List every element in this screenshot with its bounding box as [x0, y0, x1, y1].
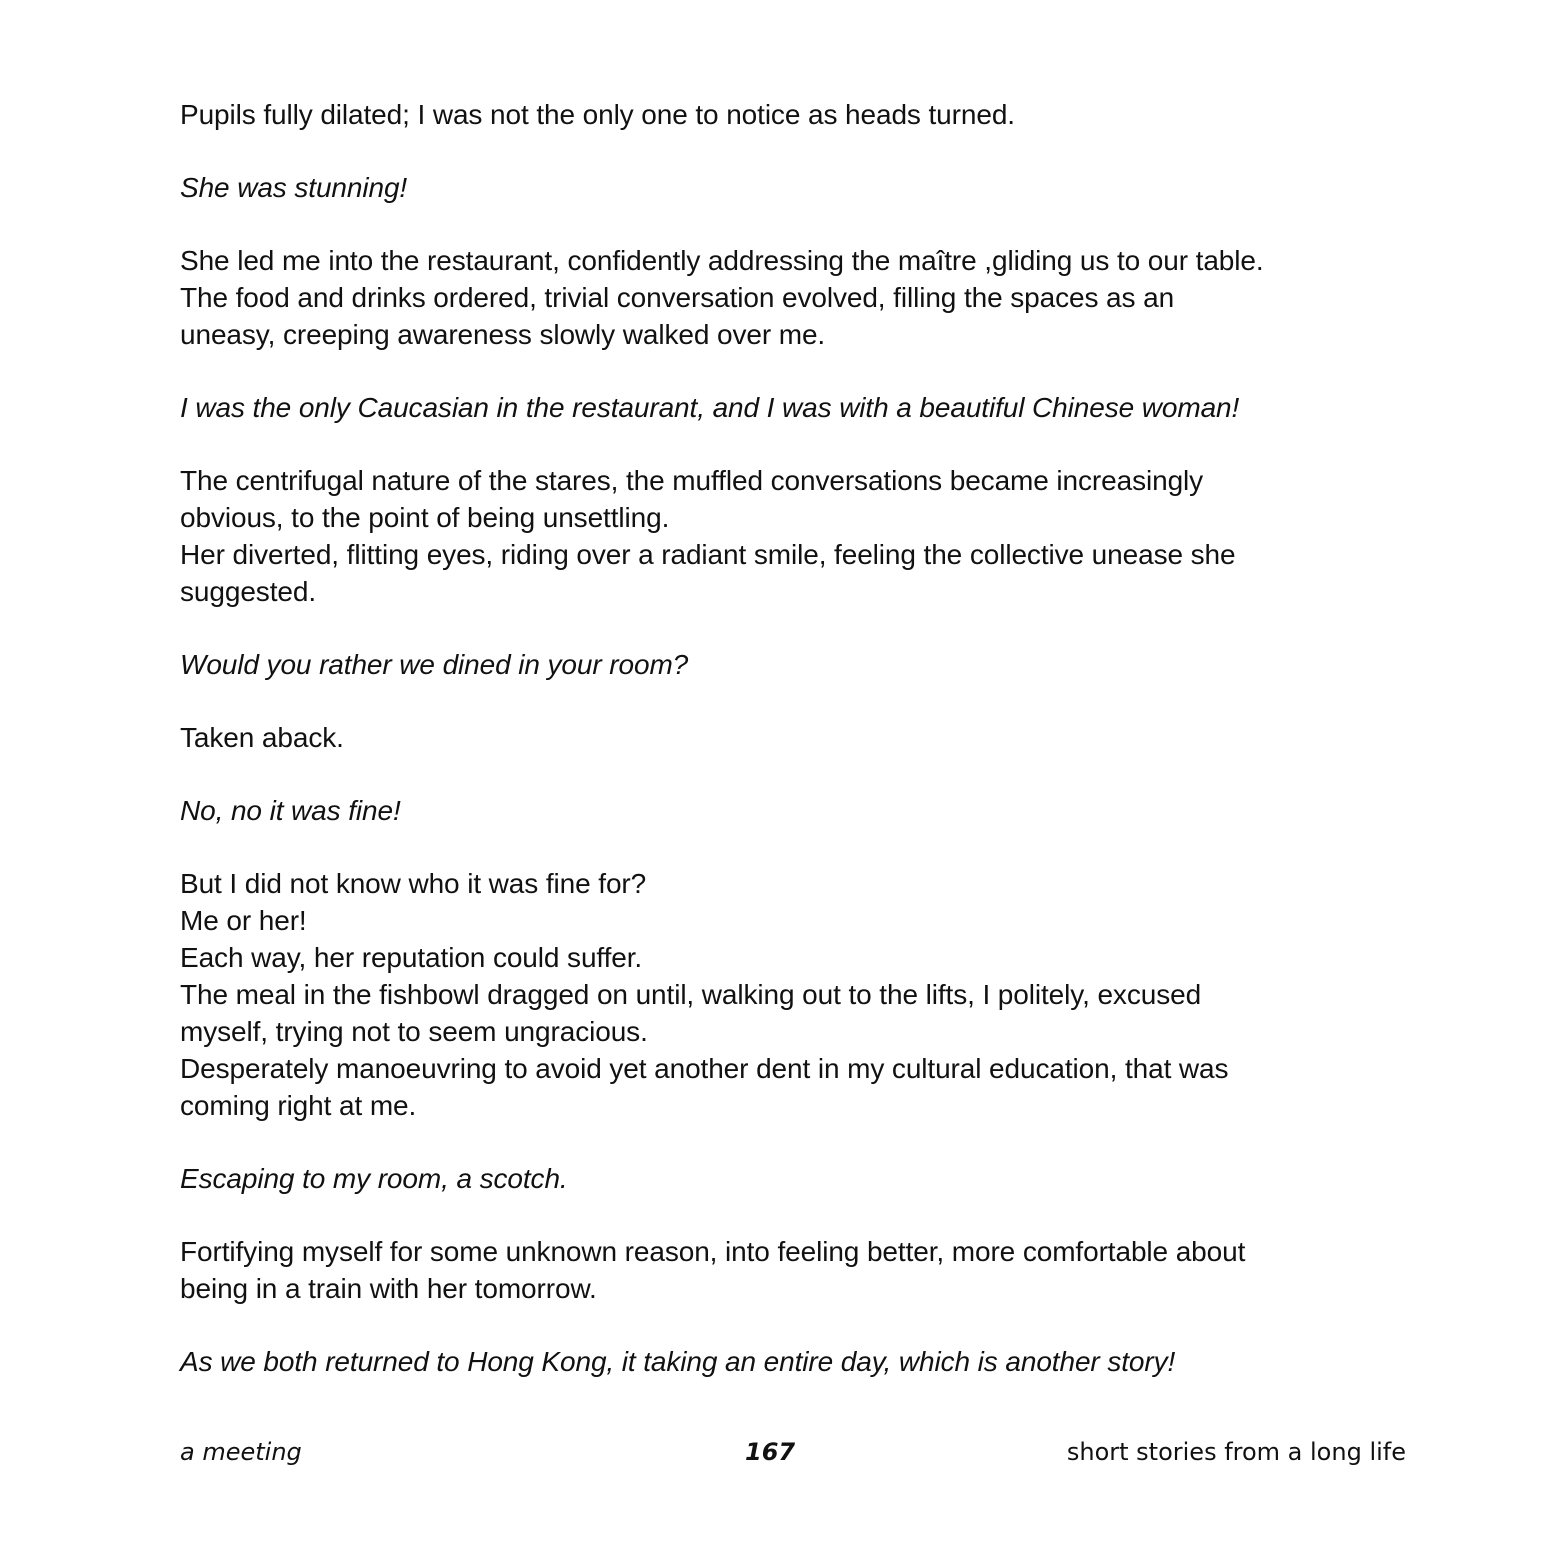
text-line: coming right at me. [180, 1090, 417, 1121]
italic-paragraph [180, 169, 1420, 206]
text-line: The centrifugal nature of the stares, the muffled conversations became increasingly [180, 465, 1204, 496]
text-line: As we both returned to Hong Kong, it taking an entire day, which is another story! [180, 1346, 1176, 1377]
text-line: uneasy, creeping awareness slowly walked over me. [180, 319, 826, 350]
footer-book-title: short stories from a long life [1066, 1438, 1406, 1466]
text-line: She led me into the restaurant, confidently addressing the maître ,gliding us to our table. [180, 245, 1264, 276]
footer-page-number: 167 [745, 1438, 796, 1466]
paragraph [180, 462, 1420, 610]
text-line: Pupils fully dilated; I was not the only one to notice as heads turned. [180, 99, 1015, 130]
text-line: I was the only Caucasian in the restaurant, and I was with a beautiful Chinese woman! [180, 392, 1240, 423]
text-line: But I did not know who it was fine for? [180, 868, 647, 899]
text-line: The meal in the fishbowl dragged on until, walking out to the lifts, I politely, excused [180, 979, 1202, 1010]
text-line: being in a train with her tomorrow. [180, 1273, 597, 1304]
paragraph [180, 96, 1420, 133]
italic-paragraph [180, 792, 1420, 829]
text-line: Desperately manoeuvring to avoid yet another dent in my cultural education, that was [180, 1053, 1229, 1084]
text-line: No, no it was fine! [180, 795, 401, 826]
text-line: Would you rather we dined in your room? [180, 649, 689, 680]
italic-paragraph [180, 1160, 1420, 1197]
paragraph [180, 1233, 1420, 1307]
text-line: She was stunning! [180, 172, 408, 203]
italic-paragraph [180, 389, 1420, 426]
text-line: myself, trying not to seem ungracious. [180, 1016, 648, 1047]
text-line: suggested. [180, 576, 316, 607]
text-line: Each way, her reputation could suffer. [180, 942, 643, 973]
paragraph [180, 719, 1420, 756]
page-footer [180, 1432, 1406, 1472]
page-body [180, 96, 1420, 1416]
italic-paragraph [180, 646, 1420, 683]
text-line: The food and drinks ordered, trivial conversation evolved, filling the spaces as an [180, 282, 1175, 313]
paragraph [180, 242, 1420, 353]
paragraph [180, 865, 1420, 1124]
text-line: Taken aback. [180, 722, 344, 753]
italic-paragraph [180, 1343, 1420, 1380]
footer-chapter-title: a meeting [180, 1438, 302, 1466]
text-line: Her diverted, flitting eyes, riding over a radiant smile, feeling the collective unease she [180, 539, 1236, 570]
text-line: obvious, to the point of being unsettling. [180, 502, 670, 533]
text-line: Me or her! [180, 905, 307, 936]
text-line: Fortifying myself for some unknown reason, into feeling better, more comfortable about [180, 1236, 1246, 1267]
text-line: Escaping to my room, a scotch. [180, 1163, 568, 1194]
